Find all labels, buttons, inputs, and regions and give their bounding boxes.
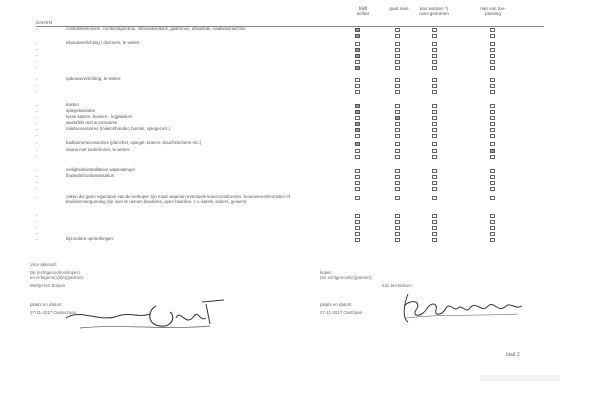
row-bullet: - [36, 53, 38, 59]
checkbox-overgenomen[interactable] [432, 48, 437, 52]
item-row [0, 89, 600, 95]
row-bullet: - [36, 168, 38, 174]
checkbox-blijft-achter[interactable] [355, 134, 360, 138]
checkbox-gaat-mee[interactable] [395, 226, 400, 230]
checkbox-gaat-mee[interactable] [395, 214, 400, 218]
checkbox-overgenomen[interactable] [432, 116, 437, 120]
checkbox-overgenomen[interactable] [432, 66, 437, 70]
row-bullet: - [36, 195, 38, 201]
row-label: kasten [66, 102, 79, 107]
checkbox-niet-van-toepassing[interactable] [490, 196, 495, 200]
row-label: thuistelefoonbasisstation [66, 173, 115, 178]
checkbox-blijft-achter[interactable] [355, 142, 360, 146]
item-row [0, 194, 600, 204]
checkbox-blijft-achter[interactable] [355, 214, 360, 218]
checkbox-blijft-achter[interactable] [355, 78, 360, 82]
checkbox-overgenomen[interactable] [432, 238, 437, 242]
checkbox-gaat-mee[interactable] [395, 142, 400, 146]
checkbox-gaat-mee[interactable] [395, 128, 400, 132]
checkbox-gaat-mee[interactable] [395, 78, 400, 82]
row-label: zaken die geen eigendom van de verkoper zijn maar waarvan eventuele leaseconstructies, huurovereenkomsten of bruikleenvergunning zijn over te nemen (keukens, open haarden, c.v.-ketels, boilers, geisers) [66, 194, 290, 204]
checkbox-blijft-achter[interactable] [355, 34, 360, 38]
row-bullet: - [36, 133, 38, 139]
checkbox-overgenomen[interactable] [432, 169, 437, 173]
checkbox-overgenomen[interactable] [432, 134, 437, 138]
checkbox-blijft-achter[interactable] [355, 175, 360, 179]
place-date-label-left: plaats en datum: [30, 302, 63, 307]
row-label: bijzondere opmerkingen: [66, 236, 115, 241]
buyer-label-1: koper: [320, 270, 333, 275]
checkbox-blijft-achter[interactable] [355, 128, 360, 132]
voor-akkoord-label: Voor akkoord: [30, 262, 58, 267]
seller-signature-image [60, 288, 230, 338]
buyer-signature-image [398, 288, 528, 328]
checkbox-blijft-achter[interactable] [355, 196, 360, 200]
checkbox-niet-van-toepassing[interactable] [490, 226, 495, 230]
checkbox-overgenomen[interactable] [432, 78, 437, 82]
checkbox-gaat-mee[interactable] [395, 220, 400, 224]
checkbox-blijft-achter[interactable] [355, 155, 360, 159]
checkbox-gaat-mee[interactable] [395, 48, 400, 52]
checkbox-overgenomen[interactable] [432, 28, 437, 32]
row-bullet: - [36, 65, 38, 71]
row-label: sauna met toebehoren, te weten: [66, 147, 131, 152]
checkbox-niet-van-toepassing[interactable] [490, 48, 495, 52]
row-bullet: - [36, 89, 38, 95]
checkbox-overgenomen[interactable] [432, 54, 437, 58]
row-bullet: - [36, 213, 38, 219]
checkbox-niet-van-toepassing[interactable] [490, 214, 495, 218]
checkbox-gaat-mee[interactable] [395, 187, 400, 191]
checkbox-niet-van-toepassing[interactable] [490, 54, 495, 58]
checkbox-overgenomen[interactable] [432, 84, 437, 88]
place-date-right: 27-11-2017 Oostzaan [320, 310, 363, 315]
row-bullet: - [36, 231, 38, 237]
row-label: toiletaccessoires (toiletrolhouder, borstel, spiegel etc.) [66, 126, 171, 131]
checkbox-niet-van-toepassing[interactable] [490, 155, 495, 159]
checkbox-blijft-achter[interactable] [355, 90, 360, 94]
row-bullet: - [36, 174, 38, 180]
row-bullet: - [36, 148, 38, 154]
checkbox-gaat-mee[interactable] [395, 149, 400, 153]
checkbox-gaat-mee[interactable] [395, 28, 400, 32]
row-bullet: - [36, 27, 38, 33]
checkbox-overgenomen[interactable] [432, 42, 437, 46]
checkbox-niet-van-toepassing[interactable] [490, 28, 495, 32]
checkbox-niet-van-toepassing[interactable] [490, 110, 495, 114]
checkbox-gaat-mee[interactable] [395, 175, 400, 179]
row-bullet: - [36, 77, 38, 83]
checkbox-niet-van-toepassing[interactable] [490, 238, 495, 242]
row-bullet: - [36, 180, 38, 186]
checkbox-blijft-achter[interactable] [355, 238, 360, 242]
row-bullet: - [36, 141, 38, 147]
page-number: blad 2 [506, 352, 520, 358]
checkbox-overgenomen[interactable] [432, 34, 437, 38]
checkbox-gaat-mee[interactable] [395, 169, 400, 173]
checkbox-blijft-achter[interactable] [355, 42, 360, 46]
checkbox-gaat-mee[interactable] [395, 54, 400, 58]
checkbox-niet-van-toepassing[interactable] [490, 116, 495, 120]
checkbox-gaat-mee[interactable] [395, 155, 400, 159]
checkbox-overgenomen[interactable] [432, 187, 437, 191]
checkbox-overgenomen[interactable] [432, 226, 437, 230]
checkbox-niet-van-toepassing[interactable] [490, 42, 495, 46]
row-bullet: - [36, 103, 38, 109]
checkbox-niet-van-toepassing[interactable] [490, 169, 495, 173]
checkbox-niet-van-toepassing[interactable] [490, 175, 495, 179]
checkbox-niet-van-toepassing[interactable] [490, 128, 495, 132]
checkbox-gaat-mee[interactable] [395, 196, 400, 200]
checkbox-niet-van-toepassing[interactable] [490, 60, 495, 64]
checkbox-overgenomen[interactable] [432, 181, 437, 185]
checkbox-gaat-mee[interactable] [395, 34, 400, 38]
row-label: combiketelmoven, combimagnetron, inbouwkoelkast, gasfornus, afwasbak, vaatwasmachine [66, 26, 246, 31]
checkbox-overgenomen[interactable] [432, 122, 437, 126]
checkbox-blijft-achter[interactable] [355, 110, 360, 114]
checkbox-overgenomen[interactable] [432, 104, 437, 108]
checkbox-blijft-achter[interactable] [355, 48, 360, 52]
checkbox-overgenomen[interactable] [432, 214, 437, 218]
buyer-name: Kim ten Bokum [382, 283, 412, 288]
checkbox-blijft-achter[interactable] [355, 149, 360, 153]
checkbox-niet-van-toepassing[interactable] [490, 187, 495, 191]
row-bullet: - [36, 41, 38, 47]
checkbox-overgenomen[interactable] [432, 90, 437, 94]
checkbox-blijft-achter[interactable] [355, 232, 360, 236]
checkbox-gaat-mee[interactable] [395, 60, 400, 64]
checkbox-overgenomen[interactable] [432, 60, 437, 64]
checkbox-blijft-achter[interactable] [355, 220, 360, 224]
checkbox-gaat-mee[interactable] [395, 104, 400, 108]
checkbox-niet-van-toepassing[interactable] [490, 232, 495, 236]
checkbox-niet-van-toepassing[interactable] [490, 104, 495, 108]
row-bullet: - [36, 154, 38, 160]
checkbox-blijft-achter[interactable] [355, 66, 360, 70]
checkbox-gaat-mee[interactable] [395, 66, 400, 70]
row-bullet: - [36, 115, 38, 121]
checkbox-gaat-mee[interactable] [395, 134, 400, 138]
checkbox-niet-van-toepassing[interactable] [490, 90, 495, 94]
row-bullet: - [36, 225, 38, 231]
checkbox-blijft-achter[interactable] [355, 187, 360, 191]
row-bullet: - [36, 121, 38, 127]
checkbox-niet-van-toepassing[interactable] [490, 142, 495, 146]
checkbox-overgenomen[interactable] [432, 110, 437, 114]
row-label: losse kasten, boeken-, legplanken [66, 114, 133, 119]
checkbox-niet-van-toepassing[interactable] [490, 84, 495, 88]
item-row [0, 33, 600, 39]
row-bullet: - [36, 47, 38, 53]
row-label: inbouwverlichting / dimmers, te weten: [66, 40, 141, 45]
checkbox-overgenomen[interactable] [432, 220, 437, 224]
place-date-label-right: plaats en datum: [320, 302, 353, 307]
seller-label-1: De (echtgenoot/verkoper) [30, 270, 80, 275]
row-label: veiligheidsinstallaties/ waakvlamgel [66, 167, 135, 172]
row-bullet: - [36, 59, 38, 65]
checkbox-overgenomen[interactable] [432, 149, 437, 153]
checkbox-overgenomen[interactable] [432, 128, 437, 132]
item-row [0, 65, 600, 71]
checkbox-overgenomen[interactable] [432, 175, 437, 179]
checkbox-gaat-mee[interactable] [395, 122, 400, 126]
row-bullet: - [36, 83, 38, 89]
item-row [0, 237, 600, 243]
row-label: spiegelwanden [66, 108, 96, 113]
checkbox-niet-van-toepassing[interactable] [490, 149, 495, 153]
col-header-gaat-mee: gaat mee [389, 6, 409, 11]
item-row [0, 154, 600, 160]
row-bullet: - [36, 219, 38, 225]
row-bullet: - [36, 109, 38, 115]
col-header-blijft-achter: blijft achter [356, 6, 370, 17]
checkbox-gaat-mee[interactable] [395, 90, 400, 94]
checkbox-gaat-mee[interactable] [395, 110, 400, 114]
item-row [0, 133, 600, 139]
checkbox-gaat-mee[interactable] [395, 181, 400, 185]
checkbox-overgenomen[interactable] [432, 142, 437, 146]
checkbox-gaat-mee[interactable] [395, 84, 400, 88]
checkbox-blijft-achter[interactable] [355, 84, 360, 88]
row-label: badkameraccessoires (planchet, spiegel, kranen, douchescherm etc.) [66, 140, 202, 145]
checkbox-niet-van-toepassing[interactable] [490, 78, 495, 82]
checkbox-niet-van-toepassing[interactable] [490, 181, 495, 185]
checkbox-overgenomen[interactable] [432, 232, 437, 236]
checkbox-blijft-achter[interactable] [355, 28, 360, 32]
checkbox-overgenomen[interactable] [432, 196, 437, 200]
checkbox-niet-van-toepassing[interactable] [490, 66, 495, 70]
buyer-label-2: (en echtgenoot(e)(partner): [320, 275, 373, 280]
checkbox-blijft-achter[interactable] [355, 226, 360, 230]
zaken-label: ZAKEN [36, 20, 53, 25]
checkbox-niet-van-toepassing[interactable] [490, 122, 495, 126]
place-date-left: 27-11-2017 Oosterzaan [30, 310, 77, 315]
checkbox-gaat-mee[interactable] [395, 238, 400, 242]
checkbox-blijft-achter[interactable] [355, 116, 360, 120]
seller-label-2: en echtgeno(o)t(e)(partner): [30, 275, 85, 280]
checkbox-gaat-mee[interactable] [395, 42, 400, 46]
row-bullet: - [36, 186, 38, 192]
checkbox-blijft-achter[interactable] [355, 169, 360, 173]
checkbox-gaat-mee[interactable] [395, 232, 400, 236]
row-bullet: - [36, 127, 38, 133]
checkbox-niet-van-toepassing[interactable] [490, 34, 495, 38]
checkbox-niet-van-toepassing[interactable] [490, 134, 495, 138]
checkbox-niet-van-toepassing[interactable] [490, 220, 495, 224]
checkbox-gaat-mee[interactable] [395, 116, 400, 120]
checkbox-blijft-achter[interactable] [355, 181, 360, 185]
col-header-overgenomen: kan worden *) over-genomen [419, 6, 449, 17]
row-label: wastafels met accessoires [66, 120, 118, 125]
col-header-niet-van-toepassing: niet van toe-passing [480, 6, 506, 17]
row-bullet: - [36, 237, 38, 243]
checkbox-blijft-achter[interactable] [355, 122, 360, 126]
checkbox-blijft-achter[interactable] [355, 60, 360, 64]
seller-name: Merlijn ten Bokum [30, 283, 66, 288]
scan-artifact [480, 375, 560, 381]
row-label: opbouwverlichting, te weten: [66, 76, 122, 81]
item-row [0, 186, 600, 192]
checkbox-blijft-achter[interactable] [355, 104, 360, 108]
checkbox-overgenomen[interactable] [432, 155, 437, 159]
checkbox-blijft-achter[interactable] [355, 54, 360, 58]
